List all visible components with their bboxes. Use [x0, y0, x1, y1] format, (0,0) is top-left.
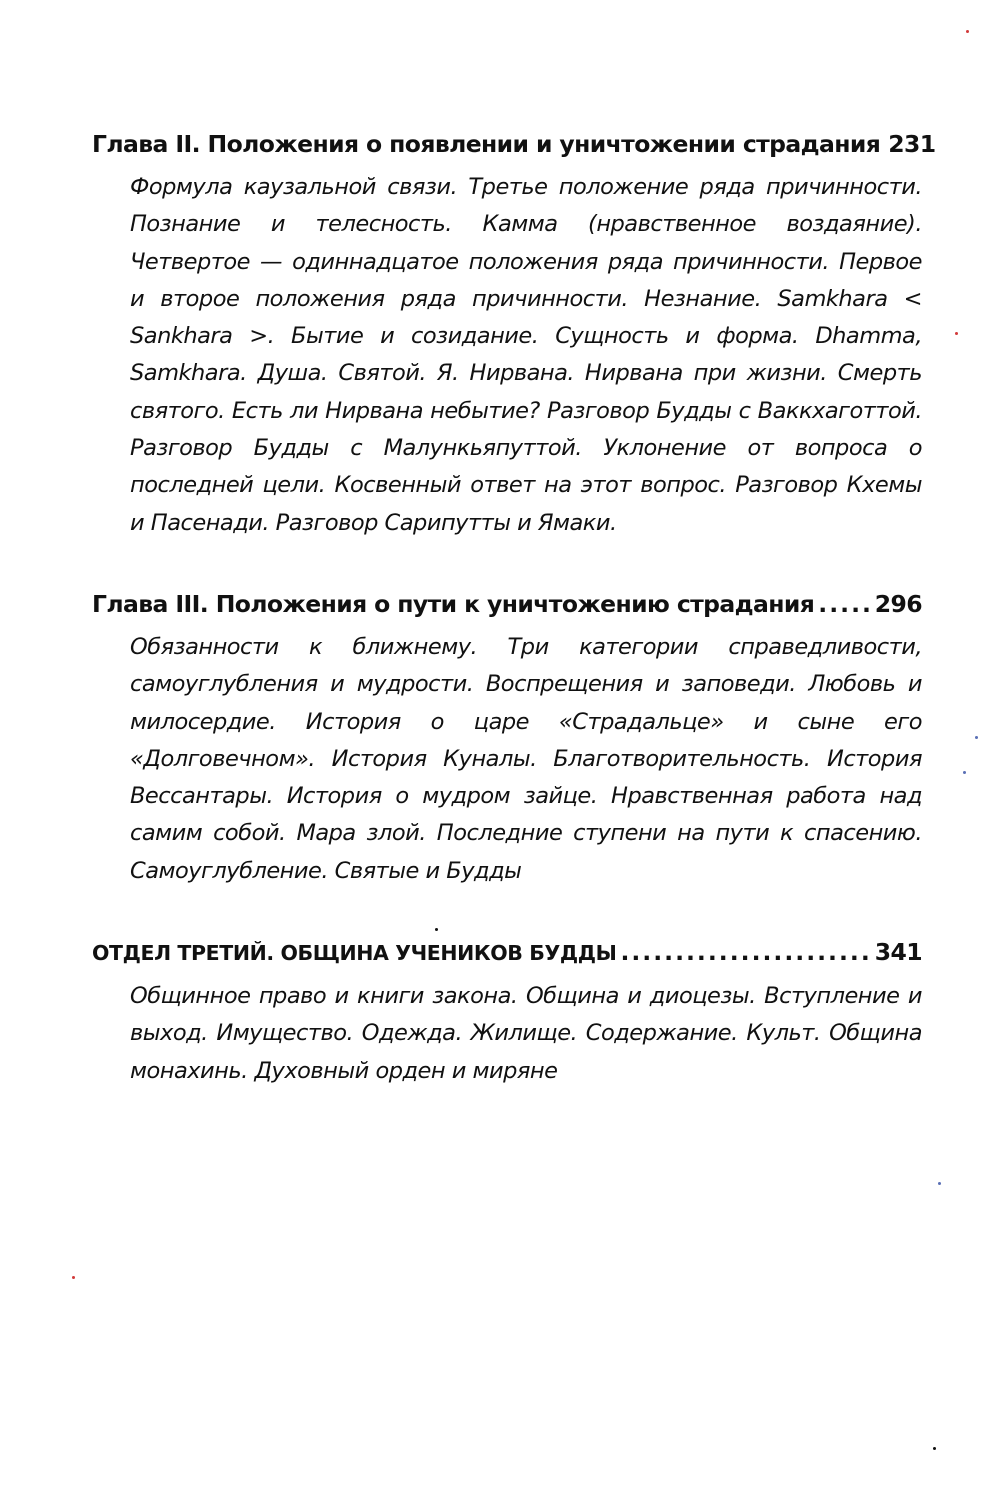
scan-speck — [938, 1182, 941, 1185]
scan-speck — [435, 928, 438, 931]
scan-speck — [975, 736, 978, 739]
chapter-summary: Обязанности к ближнему. Три категории справедливости, самоуглубления и мудрости. Воспрещения и заповеди. Любовь и милосердие. История о царе «Страдальце» и сыне его «Долговечном». История Куналы. Благотворительность. История Вессантары. История о мудром зайце. Нравственная работа над самим собой. Мара злой. Последние ступени на пути к спасению. Самоуглубление. Святые и Будды — [130, 633, 922, 884]
chapter-summary: Формула каузальной связи. Третье положение ряда причинности. Познание и телесность. Камма (нравственное воздаяние). Четвертое — одиннадцатое положения ряда причинности. Первое и второе положения ряда причинности. Незнание. Samkhara < Sankhara >. Бытие и созидание. Сущность и форма. Dhamma, Samkhara. Душа. Святой. Я. Нирвана. Нирвана при жизни. Смерть святого. Есть ли Нирвана небытие? Разговор Будды с Ваккхаготтой. Разговор Будды с Малункьяпуттой. Уклонение от вопроса о последней цели. Косвенный ответ на этот вопрос. Разговор Кхемы и Пасенади. Разговор Сарипутты и Ямаки. — [130, 174, 922, 536]
scan-speck — [966, 30, 969, 33]
toc-entry-chapter-2 — [92, 126, 936, 542]
scan-speck — [963, 771, 966, 774]
toc-entry-heading[interactable] — [92, 126, 936, 163]
part-summary: Общинное право и книги закона. Община и диоцезы. Вступление и выход. Имущество. Одежда. Жилище. Содержание. Культ. Община монахинь. Духовный орден и миряне — [130, 983, 922, 1084]
page-number: 341 — [874, 938, 922, 967]
table-of-contents — [92, 126, 936, 1090]
toc-entry-heading[interactable] — [92, 934, 922, 972]
leader-dots — [620, 934, 870, 971]
leader-dots — [818, 586, 870, 623]
scan-speck — [955, 332, 958, 335]
toc-entry-chapter-3 — [92, 586, 922, 890]
page-number: 231 — [888, 130, 936, 158]
page-number: 296 — [874, 589, 922, 618]
toc-entry-part-3 — [92, 934, 922, 1090]
scan-speck — [72, 1276, 75, 1279]
toc-entry-heading[interactable] — [92, 586, 922, 623]
scan-speck — [933, 1447, 936, 1450]
chapter-title: Глава II. Положения о появлении и уничтожении страдания — [92, 130, 881, 158]
part-title: ОТДЕЛ ТРЕТИЙ. ОБЩИНА УЧЕНИКОВ БУДДЫ — [92, 941, 617, 966]
chapter-title: Глава III. Положения о пути к уничтожению страдания — [92, 589, 815, 618]
